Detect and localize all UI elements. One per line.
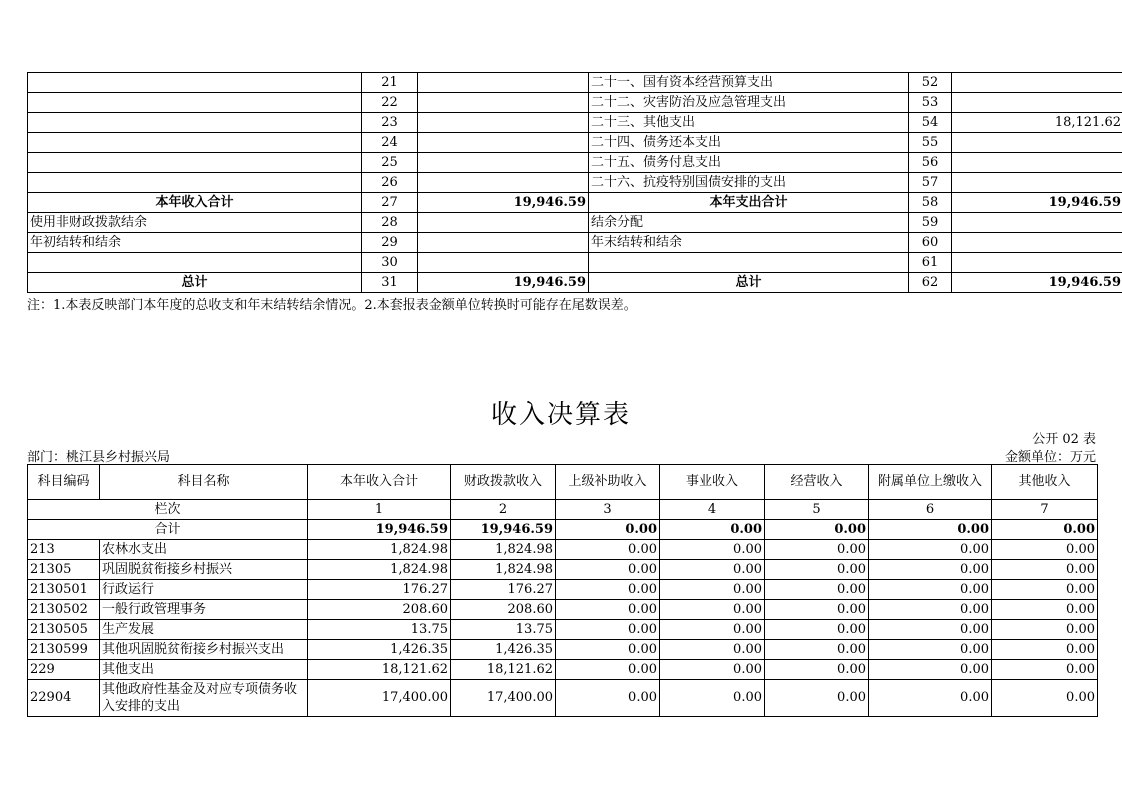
amount-cell: 0.00 xyxy=(992,640,1098,660)
expense-amount-cell xyxy=(952,73,1122,93)
header-row xyxy=(28,465,1098,500)
summary-row xyxy=(28,93,1122,113)
total-value: 19,946.59 xyxy=(308,520,451,540)
amount-cell: 0.00 xyxy=(869,600,992,620)
amount-cell: 18,121.62 xyxy=(308,660,451,680)
summary-row xyxy=(28,273,1122,293)
amount-cell: 0.00 xyxy=(556,600,660,620)
amount-cell: 0.00 xyxy=(765,680,869,717)
income-item-cell: 年初结转和结余 xyxy=(28,233,362,253)
income-table xyxy=(27,464,1098,717)
expense-item-cell: 总计 xyxy=(589,273,909,293)
expense-item-cell: 年末结转和结余 xyxy=(589,233,909,253)
expense-amount-cell xyxy=(952,133,1122,153)
amount-cell: 0.00 xyxy=(869,540,992,560)
amount-cell: 0.00 xyxy=(992,660,1098,680)
column-number: 6 xyxy=(869,500,992,520)
income-amount-cell xyxy=(418,173,589,193)
income-line-number: 22 xyxy=(362,93,418,113)
income-line-number: 25 xyxy=(362,153,418,173)
total-value: 0.00 xyxy=(556,520,660,540)
income-amount-cell xyxy=(418,213,589,233)
amount-cell: 0.00 xyxy=(556,620,660,640)
amount-cell: 0.00 xyxy=(660,680,765,717)
summary-row xyxy=(28,213,1122,233)
column-number: 3 xyxy=(556,500,660,520)
amount-cell: 0.00 xyxy=(556,580,660,600)
summary-row xyxy=(28,193,1122,213)
amount-cell: 0.00 xyxy=(765,640,869,660)
amount-cell: 0.00 xyxy=(869,660,992,680)
expense-item-cell xyxy=(589,253,909,273)
column-number: 1 xyxy=(308,500,451,520)
form-number: 公开 02 表 xyxy=(1032,432,1096,447)
income-amount-cell: 19,946.59 xyxy=(418,273,589,293)
header-other-income: 其他收入 xyxy=(992,465,1098,500)
income-amount-cell xyxy=(418,113,589,133)
subject-code: 21305 xyxy=(28,560,100,580)
expense-item-cell: 二十六、抗疫特别国债安排的支出 xyxy=(589,173,909,193)
amount-cell: 13.75 xyxy=(451,620,556,640)
amount-cell: 208.60 xyxy=(451,600,556,620)
amount-cell: 0.00 xyxy=(992,560,1098,580)
expense-line-number: 56 xyxy=(909,153,952,173)
amount-cell: 0.00 xyxy=(869,620,992,640)
subject-name: 一般行政管理事务 xyxy=(100,600,308,620)
income-line-number: 31 xyxy=(362,273,418,293)
column-number-row xyxy=(28,500,1098,520)
expense-line-number: 58 xyxy=(909,193,952,213)
amount-cell: 0.00 xyxy=(992,540,1098,560)
amount-cell: 0.00 xyxy=(765,620,869,640)
amount-cell: 0.00 xyxy=(765,600,869,620)
amount-cell: 18,121.62 xyxy=(451,660,556,680)
amount-cell: 0.00 xyxy=(556,540,660,560)
amount-cell: 0.00 xyxy=(660,560,765,580)
table-row xyxy=(28,680,1098,717)
expense-line-number: 54 xyxy=(909,113,952,133)
subject-name: 农林水支出 xyxy=(100,540,308,560)
expense-item-cell: 二十五、债务付息支出 xyxy=(589,153,909,173)
subject-name: 行政运行 xyxy=(100,580,308,600)
expense-amount-cell xyxy=(952,93,1122,113)
expense-amount-cell xyxy=(952,153,1122,173)
income-line-number: 30 xyxy=(362,253,418,273)
expense-item-cell: 结余分配 xyxy=(589,213,909,233)
expense-line-number: 57 xyxy=(909,173,952,193)
header-fiscal-income: 财政拨款收入 xyxy=(451,465,556,500)
amount-unit-label: 金额单位：万元 xyxy=(1004,450,1096,465)
subject-name: 其他支出 xyxy=(100,660,308,680)
footnote: 注：1.本表反映部门本年度的总收支和年末结转结余情况。2.本套报表金额单位转换时可能存在尾数误差。 xyxy=(27,298,637,313)
subject-name: 巩固脱贫衔接乡村振兴 xyxy=(100,560,308,580)
income-item-cell xyxy=(28,93,362,113)
expense-amount-cell xyxy=(952,233,1122,253)
expense-line-number: 52 xyxy=(909,73,952,93)
subject-code: 2130502 xyxy=(28,600,100,620)
summary-row xyxy=(28,253,1122,273)
amount-cell: 0.00 xyxy=(765,560,869,580)
income-amount-cell xyxy=(418,153,589,173)
table-row xyxy=(28,660,1098,680)
amount-cell: 0.00 xyxy=(765,660,869,680)
total-value: 0.00 xyxy=(992,520,1098,540)
column-number: 5 xyxy=(765,500,869,520)
department-label: 部门：桃江县乡村振兴局 xyxy=(27,450,171,465)
column-number: 7 xyxy=(992,500,1098,520)
amount-cell: 17,400.00 xyxy=(308,680,451,717)
expense-line-number: 62 xyxy=(909,273,952,293)
amount-cell: 0.00 xyxy=(765,540,869,560)
amount-cell: 0.00 xyxy=(660,540,765,560)
amount-cell: 0.00 xyxy=(660,660,765,680)
income-item-cell xyxy=(28,133,362,153)
income-item-cell: 总计 xyxy=(28,273,362,293)
amount-cell: 0.00 xyxy=(556,660,660,680)
income-line-number: 26 xyxy=(362,173,418,193)
income-item-cell xyxy=(28,113,362,133)
expense-amount-cell xyxy=(952,253,1122,273)
summary-row xyxy=(28,233,1122,253)
column-number: 4 xyxy=(660,500,765,520)
amount-cell: 0.00 xyxy=(765,580,869,600)
amount-cell: 17,400.00 xyxy=(451,680,556,717)
column-label: 栏次 xyxy=(28,500,308,520)
expense-amount-cell xyxy=(952,173,1122,193)
amount-cell: 0.00 xyxy=(992,600,1098,620)
income-item-cell: 本年收入合计 xyxy=(28,193,362,213)
summary-row xyxy=(28,173,1122,193)
amount-cell: 0.00 xyxy=(556,560,660,580)
amount-cell: 0.00 xyxy=(556,640,660,660)
subject-code: 22904 xyxy=(28,680,100,717)
table-row xyxy=(28,620,1098,640)
expense-line-number: 61 xyxy=(909,253,952,273)
amount-cell: 0.00 xyxy=(992,620,1098,640)
summary-row xyxy=(28,153,1122,173)
page-title: 收入决算表 xyxy=(490,400,631,430)
subject-name: 其他巩固脱贫衔接乡村振兴支出 xyxy=(100,640,308,660)
header-operating-income: 经营收入 xyxy=(765,465,869,500)
amount-cell: 1,824.98 xyxy=(308,560,451,580)
expense-line-number: 59 xyxy=(909,213,952,233)
expense-item-cell: 二十三、其他支出 xyxy=(589,113,909,133)
amount-cell: 1,426.35 xyxy=(308,640,451,660)
total-row xyxy=(28,520,1098,540)
expense-item-cell: 二十四、债务还本支出 xyxy=(589,133,909,153)
amount-cell: 1,824.98 xyxy=(451,560,556,580)
income-line-number: 21 xyxy=(362,73,418,93)
table-row xyxy=(28,560,1098,580)
income-amount-cell xyxy=(418,133,589,153)
income-item-cell xyxy=(28,153,362,173)
subject-code: 229 xyxy=(28,660,100,680)
header-code: 科目编码 xyxy=(28,465,100,500)
amount-cell: 0.00 xyxy=(869,640,992,660)
subject-code: 213 xyxy=(28,540,100,560)
subject-code: 2130599 xyxy=(28,640,100,660)
table-row xyxy=(28,640,1098,660)
amount-cell: 0.00 xyxy=(660,640,765,660)
amount-cell: 0.00 xyxy=(660,600,765,620)
income-amount-cell xyxy=(418,253,589,273)
subject-name: 其他政府性基金及对应专项债务收入安排的支出 xyxy=(100,680,308,717)
income-line-number: 27 xyxy=(362,193,418,213)
amount-cell: 0.00 xyxy=(556,680,660,717)
summary-row xyxy=(28,133,1122,153)
expense-line-number: 53 xyxy=(909,93,952,113)
income-item-cell xyxy=(28,253,362,273)
amount-cell: 0.00 xyxy=(869,560,992,580)
expense-amount-cell: 19,946.59 xyxy=(952,273,1122,293)
header-name: 科目名称 xyxy=(100,465,308,500)
total-value: 0.00 xyxy=(660,520,765,540)
amount-cell: 0.00 xyxy=(869,580,992,600)
table-row xyxy=(28,540,1098,560)
amount-cell: 1,824.98 xyxy=(451,540,556,560)
header-affiliated-income: 附属单位上缴收入 xyxy=(869,465,992,500)
amount-cell: 0.00 xyxy=(869,680,992,717)
header-superior-subsidy: 上级补助收入 xyxy=(556,465,660,500)
summary-table xyxy=(27,72,1122,293)
expense-item-cell: 二十一、国有资本经营预算支出 xyxy=(589,73,909,93)
income-amount-cell xyxy=(418,73,589,93)
amount-cell: 1,426.35 xyxy=(451,640,556,660)
column-number: 2 xyxy=(451,500,556,520)
amount-cell: 13.75 xyxy=(308,620,451,640)
income-amount-cell: 19,946.59 xyxy=(418,193,589,213)
amount-cell: 0.00 xyxy=(660,620,765,640)
income-line-number: 24 xyxy=(362,133,418,153)
income-line-number: 29 xyxy=(362,233,418,253)
header-business-income: 事业收入 xyxy=(660,465,765,500)
amount-cell: 0.00 xyxy=(660,580,765,600)
expense-item-cell: 本年支出合计 xyxy=(589,193,909,213)
summary-row xyxy=(28,73,1122,93)
expense-line-number: 60 xyxy=(909,233,952,253)
income-item-cell: 使用非财政拨款结余 xyxy=(28,213,362,233)
summary-row xyxy=(28,113,1122,133)
total-label: 合计 xyxy=(28,520,308,540)
subject-code: 2130501 xyxy=(28,580,100,600)
income-amount-cell xyxy=(418,233,589,253)
expense-item-cell: 二十二、灾害防治及应急管理支出 xyxy=(589,93,909,113)
amount-cell: 0.00 xyxy=(992,580,1098,600)
income-item-cell xyxy=(28,73,362,93)
table-row xyxy=(28,580,1098,600)
expense-amount-cell: 19,946.59 xyxy=(952,193,1122,213)
income-amount-cell xyxy=(418,93,589,113)
amount-cell: 176.27 xyxy=(308,580,451,600)
income-item-cell xyxy=(28,173,362,193)
amount-cell: 1,824.98 xyxy=(308,540,451,560)
expense-amount-cell: 18,121.62 xyxy=(952,113,1122,133)
amount-cell: 0.00 xyxy=(992,680,1098,717)
subject-name: 生产发展 xyxy=(100,620,308,640)
subject-code: 2130505 xyxy=(28,620,100,640)
total-value: 0.00 xyxy=(765,520,869,540)
total-value: 0.00 xyxy=(869,520,992,540)
amount-cell: 176.27 xyxy=(451,580,556,600)
header-total-income: 本年收入合计 xyxy=(308,465,451,500)
amount-cell: 208.60 xyxy=(308,600,451,620)
expense-line-number: 55 xyxy=(909,133,952,153)
expense-amount-cell xyxy=(952,213,1122,233)
income-line-number: 28 xyxy=(362,213,418,233)
total-value: 19,946.59 xyxy=(451,520,556,540)
table-row xyxy=(28,600,1098,620)
income-line-number: 23 xyxy=(362,113,418,133)
